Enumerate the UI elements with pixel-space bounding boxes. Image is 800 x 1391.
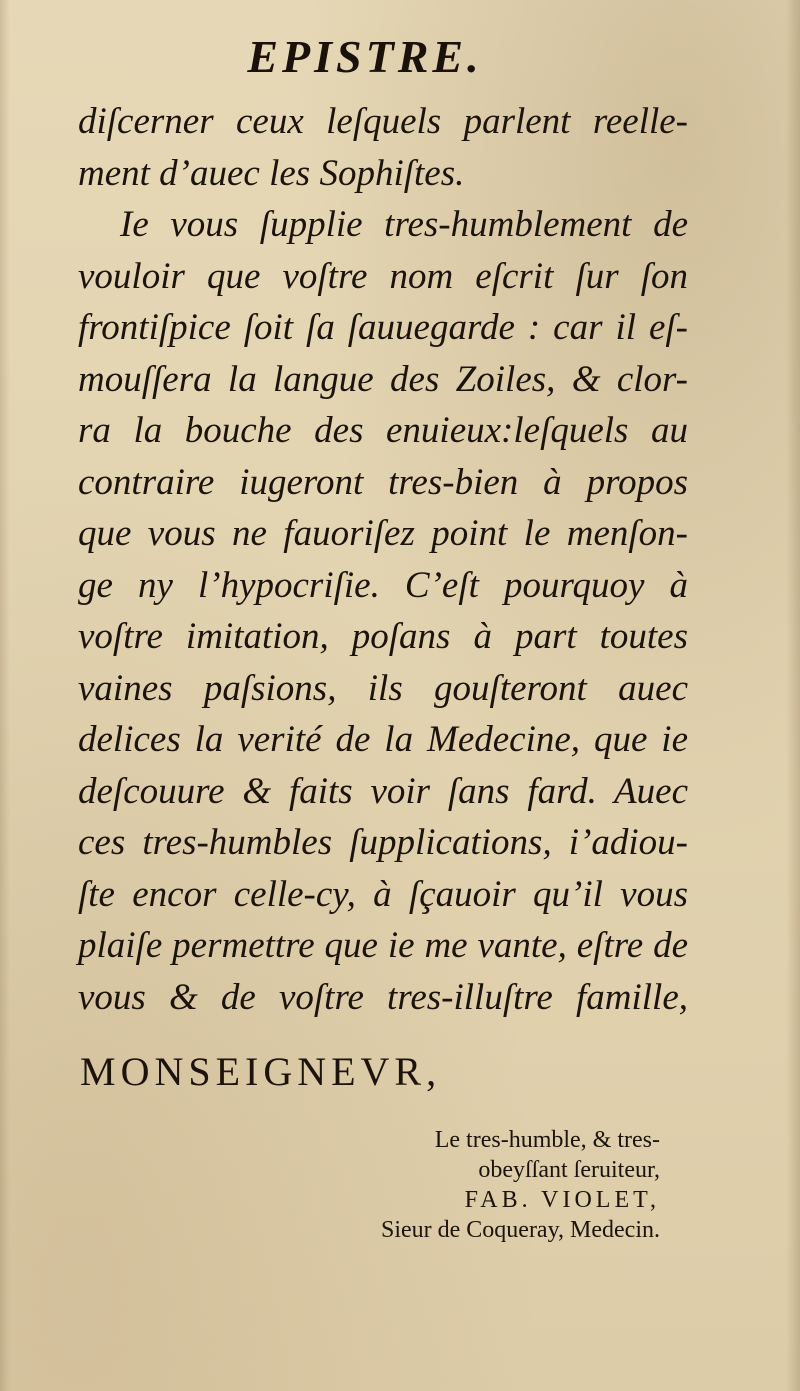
signature-block <box>381 1125 660 1245</box>
salutation: MONSEIGNEVR, <box>80 1049 442 1094</box>
signature-name: FAB. VIOLET, <box>464 1187 660 1213</box>
body-line: que vous ne fauoriſez point le menſon- <box>78 513 688 554</box>
body-line: ra la bouche des enuieux:leſquels au <box>78 410 688 451</box>
body-line: deſcouure & faits voir ſans fard. Auec <box>78 770 688 812</box>
body-line: frontiſpice ſoit ſa ſauuegarde : car il eſ- <box>78 307 688 348</box>
epistle-body <box>78 96 688 1023</box>
body-line: Ie vous ſupplie tres-humblement de <box>120 204 688 245</box>
body-line: voſtre imitation, poſans à part toutes <box>78 616 688 657</box>
body-line: ces tres-humbles ſupplications, i’adiou- <box>78 822 688 863</box>
body-line: ſte encor celle-cy, à ſçauoir qu’il vous <box>78 873 688 915</box>
body-line: ment d’auec les Sophiſtes. <box>78 152 465 194</box>
signature-title: Sieur de Coqueray, Medecin. <box>380 1217 660 1243</box>
page-right-shadow <box>786 0 800 1391</box>
body-line: vouloir que voſtre nom eſcrit ſur ſon <box>78 255 688 297</box>
body-line: ge ny l’hypocriſie. C’eſt pourquoy à <box>78 564 688 606</box>
body-line: contraire iugeront tres-bien à propos <box>78 461 688 503</box>
body-line: vaines paſsions, ils gouſteront auec <box>78 667 688 709</box>
running-head: EPISTRE. <box>247 31 483 82</box>
body-line: delices la verité de la Medecine, que ie <box>78 719 688 760</box>
body-line: mouſſera la langue des Zoiles, & clor- <box>78 358 688 400</box>
body-line: vous & de voſtre tres-illuſtre famille, <box>78 976 688 1018</box>
signature-line: Le tres-humble, & tres- <box>434 1127 660 1153</box>
body-line: plaiſe permettre que ie me vante, eſtre de <box>78 925 688 966</box>
signature-line: obeyſſant ſeruiteur, <box>478 1157 660 1183</box>
page-left-shadow <box>0 0 10 1391</box>
body-line: diſcerner ceux leſquels parlent reelle- <box>78 101 688 142</box>
